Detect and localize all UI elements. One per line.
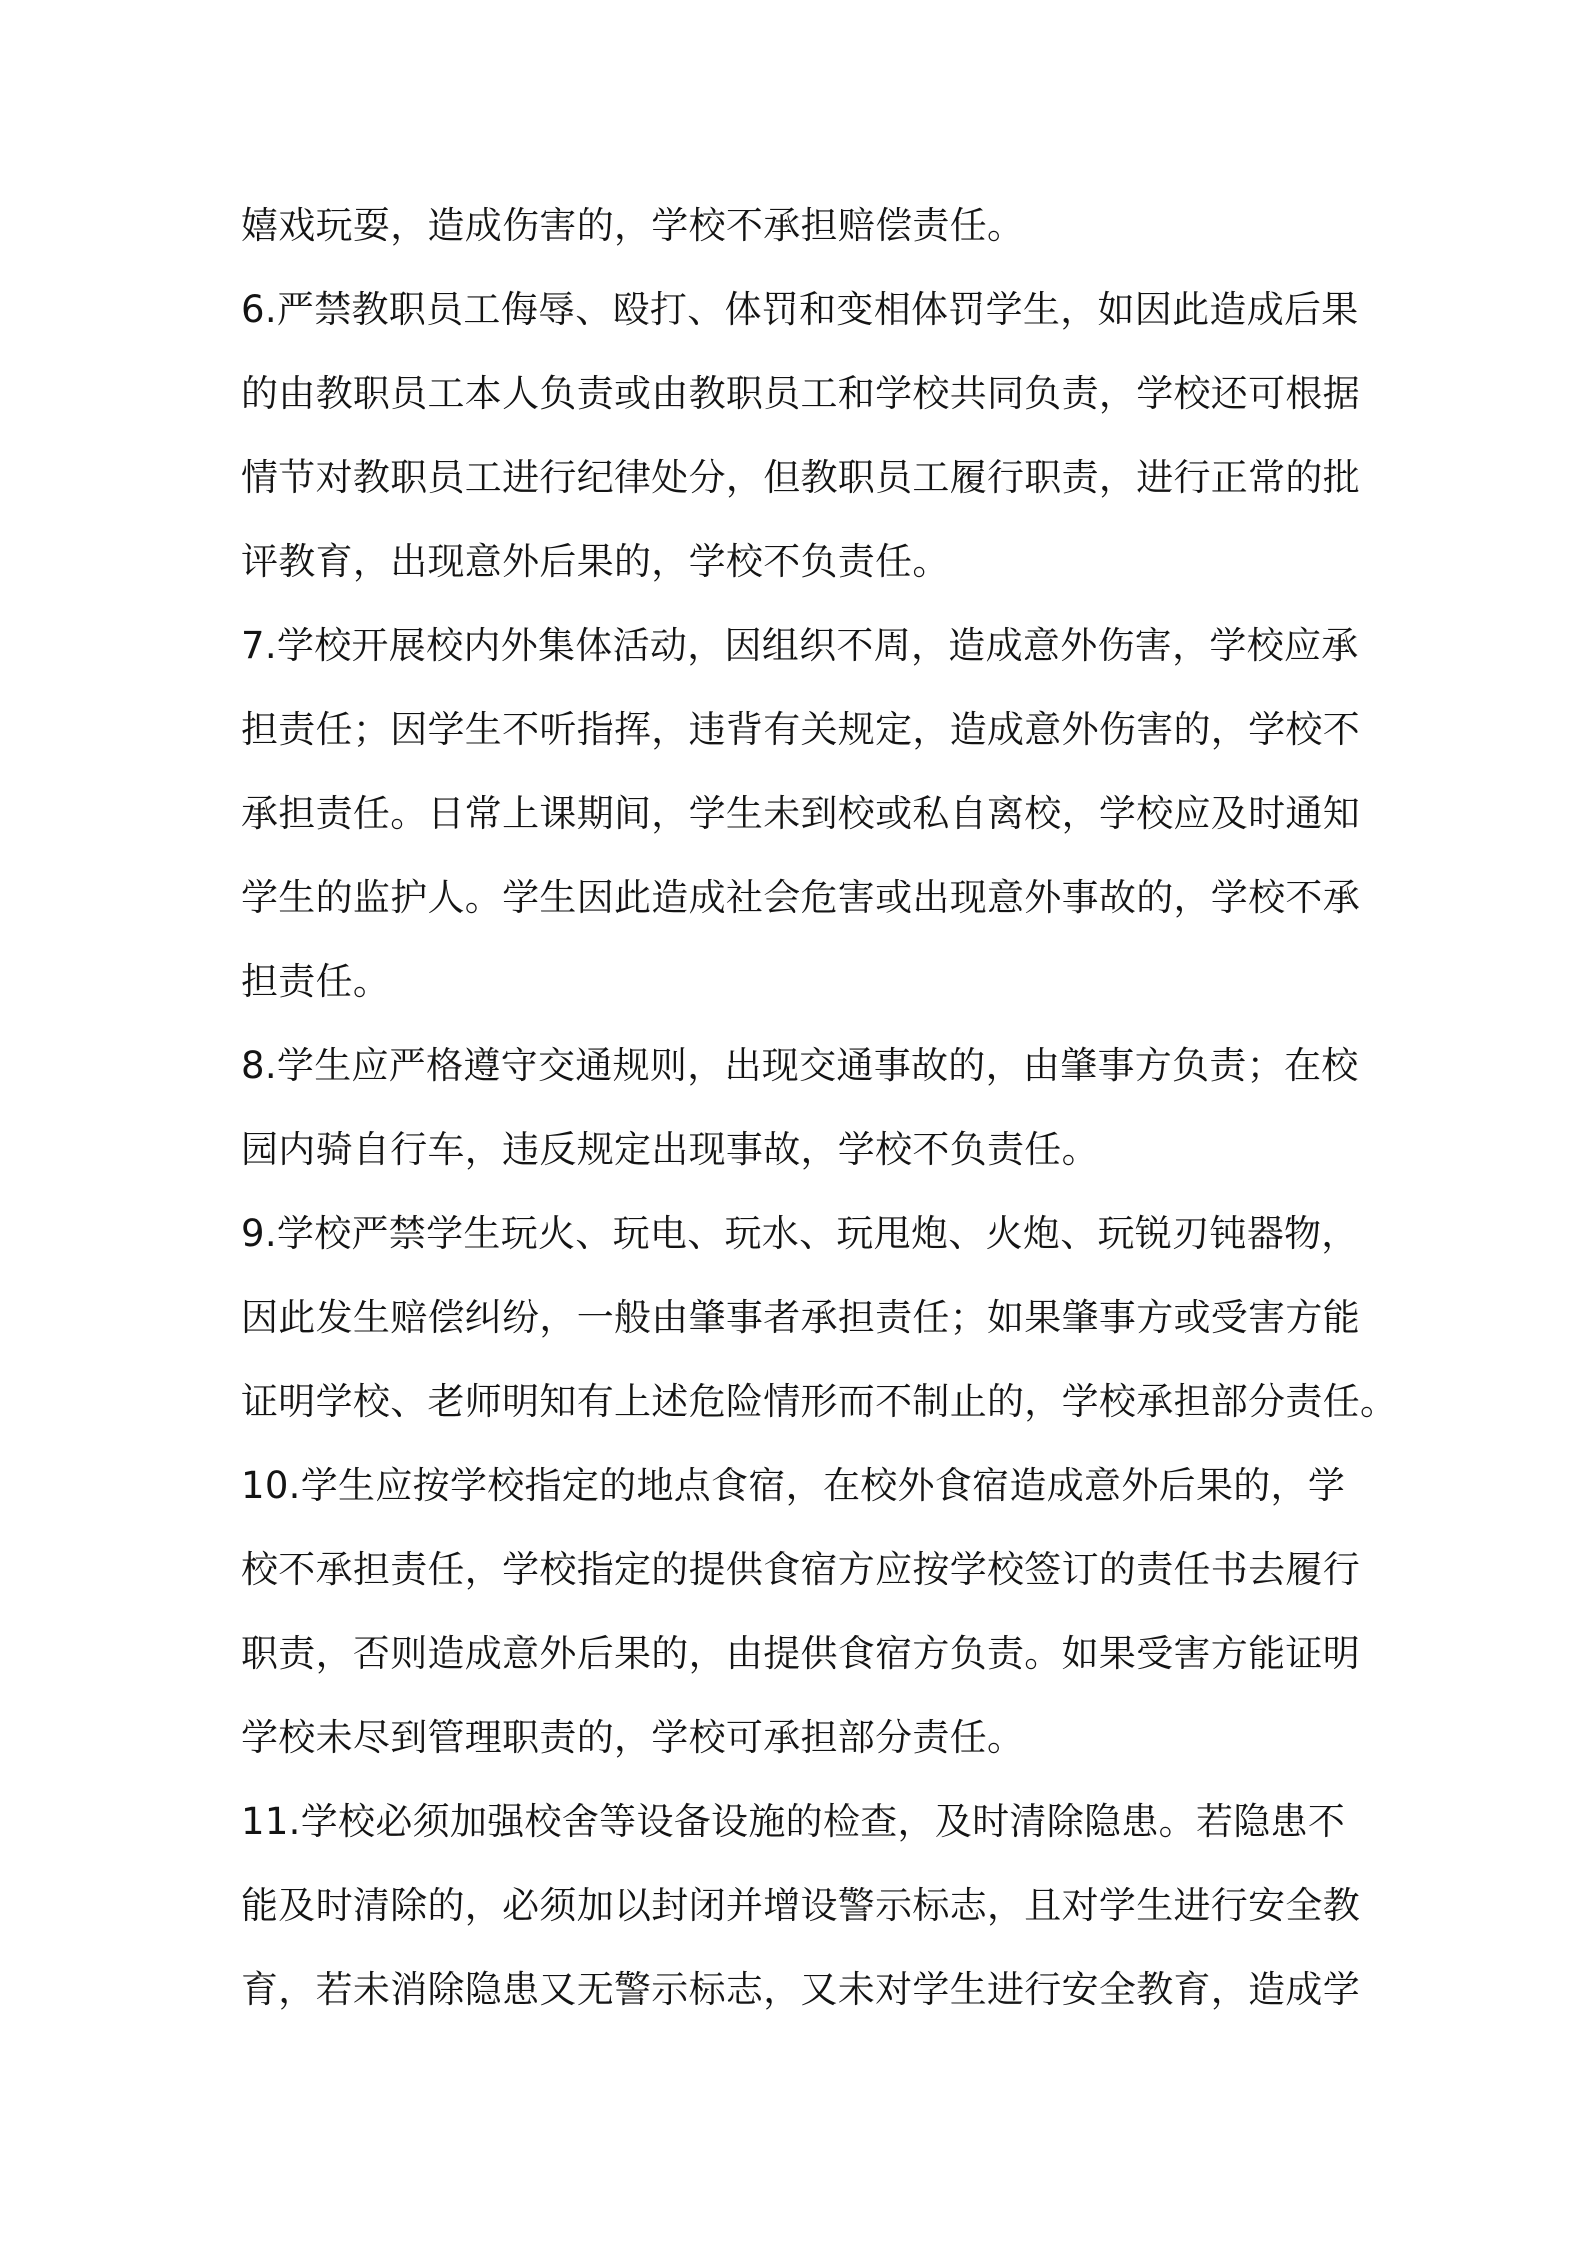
text-line-10: 担责任。 — [241, 960, 391, 1003]
text-line-21: 能及时清除的，必须加以封闭并增设警示标志，且对学生进行安全教 — [241, 1884, 1360, 1927]
text-line-19: 学校未尽到管理职责的，学校可承担部分责任。 — [241, 1716, 1025, 1759]
text-line-9: 学生的监护人。学生因此造成社会危害或出现意外事故的，学校不承 — [241, 876, 1360, 919]
text-line-22: 育，若未消除隐患又无警示标志，又未对学生进行安全教育，造成学 — [241, 1968, 1360, 2011]
text-line-20: 11.学校必须加强校舍等设备设施的检查，及时清除隐患。若隐患不 — [241, 1800, 1346, 1843]
text-line-14: 因此发生赔偿纠纷，一般由肇事者承担责任；如果肇事方或受害方能 — [241, 1296, 1360, 1339]
document-body — [241, 196, 1398, 2044]
text-line-3: 的由教职员工本人负责或由教职员工和学校共同负责，学校还可根据 — [241, 372, 1360, 415]
text-line-17: 校不承担责任，学校指定的提供食宿方应按学校签订的责任书去履行 — [241, 1548, 1360, 1591]
text-line-2: 6.严禁教职员工侮辱、殴打、体罚和变相体罚学生，如因此造成后果 — [241, 288, 1359, 331]
text-line-13: 9.学校严禁学生玩火、玩电、玩水、玩甩炮、火炮、玩锐刃钝器物， — [241, 1212, 1359, 1255]
text-line-15: 证明学校、老师明知有上述危险情形而不制止的，学校承担部分责任。 — [241, 1380, 1398, 1423]
text-line-6: 7.学校开展校内外集体活动，因组织不周，造成意外伤害，学校应承 — [241, 624, 1359, 667]
text-line-16: 10.学生应按学校指定的地点食宿，在校外食宿造成意外后果的，学 — [241, 1464, 1346, 1507]
text-line-1: 嬉戏玩耍，造成伤害的，学校不承担赔偿责任。 — [241, 204, 1025, 247]
text-line-18: 职责，否则造成意外后果的，由提供食宿方负责。如果受害方能证明 — [241, 1632, 1360, 1675]
text-line-11: 8.学生应严格遵守交通规则，出现交通事故的，由肇事方负责；在校 — [241, 1044, 1359, 1087]
text-line-8: 承担责任。日常上课期间，学生未到校或私自离校，学校应及时通知 — [241, 792, 1360, 835]
text-line-4: 情节对教职员工进行纪律处分，但教职员工履行职责，进行正常的批 — [241, 456, 1360, 499]
text-line-5: 评教育，出现意外后果的，学校不负责任。 — [241, 540, 950, 583]
text-line-7: 担责任；因学生不听指挥，违背有关规定，造成意外伤害的，学校不 — [241, 708, 1360, 751]
text-line-12: 园内骑自行车，违反规定出现事故，学校不负责任。 — [241, 1128, 1099, 1171]
